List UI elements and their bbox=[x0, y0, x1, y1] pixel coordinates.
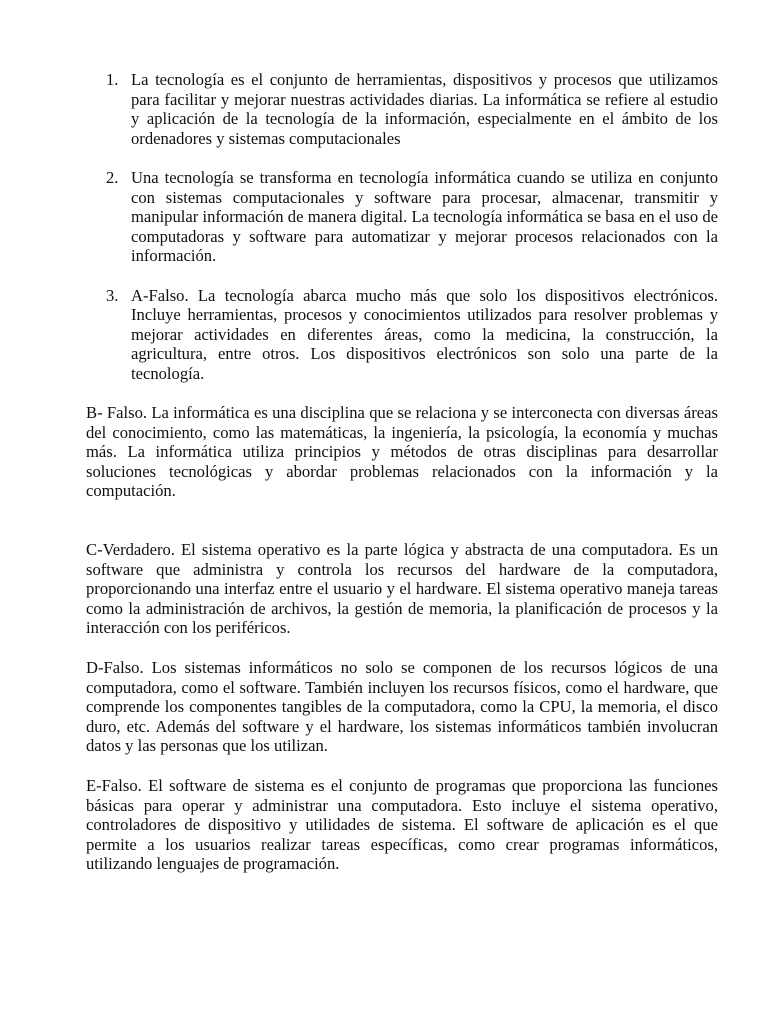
answer-paragraph-c: C-Verdadero. El sistema operativo es la parte lógica y abstracta de una computadora. Es un software que administra y controla los recursos del hardware de la computadora, proporcionando una interfaz entre el usuario y el hardware. El sistema operativo maneja tareas como la administración de archivos, la gestión de memoria, la planificación de procesos y la interacción con los periféricos. bbox=[86, 540, 718, 638]
answer-paragraph-b: B- Falso. La informática es una disciplina que se relaciona y se interconecta con diversas áreas del conocimiento, como las matemáticas, la ingeniería, la psicología, la economía y muchas más. La informática utiliza principios y métodos de otras disciplinas para desarrollar soluciones tecnológicas y abordar problemas relacionados con la información y la computación. bbox=[86, 403, 718, 501]
list-item-1 bbox=[98, 70, 718, 148]
list-item-text: Una tecnología se transforma en tecnología informática cuando se utiliza en conjunto con sistemas computacionales y software para procesar, almacenar, transmitir y manipular información de manera digital. La tecnología informática se basa en el uso de computadoras y software para automatizar y mejorar procesos relacionados con la información. bbox=[131, 167, 718, 266]
list-item-3 bbox=[98, 286, 718, 384]
answer-paragraph-e: E-Falso. El software de sistema es el conjunto de programas que proporciona las funciones básicas para operar y administrar una computadora. Esto incluye el sistema operativo, controladores de dispositivo y utilidades de sistema. El software de aplicación es el que permite a los usuarios realizar tareas específicas, como crear programas informáticos, utilizando lenguajes de programación. bbox=[86, 776, 718, 874]
list-number: 2. bbox=[106, 167, 119, 187]
answer-paragraph-d: D-Falso. Los sistemas informáticos no solo se componen de los recursos lógicos de una computadora, como el software. También incluyen los recursos físicos, como el hardware, que comprende los componentes tangibles de la computadora, como la CPU, la memoria, el disco duro, etc. Además del software y el hardware, los sistemas informáticos también involucran datos y las personas que los utilizan. bbox=[86, 658, 718, 756]
list-item-2 bbox=[98, 168, 718, 266]
list-item-text: La tecnología es el conjunto de herramientas, dispositivos y procesos que utilizamos para facilitar y mejorar nuestras actividades diarias. La informática se refiere al estudio y aplicación de la tecnología de la información, especialmente en el ámbito de los ordenadores y sistemas computacionales bbox=[131, 70, 718, 148]
list-number: 1. bbox=[106, 70, 119, 89]
list-number: 3. bbox=[106, 285, 119, 305]
numbered-answer-list bbox=[98, 70, 718, 403]
list-item-text: A-Falso. La tecnología abarca mucho más que solo los dispositivos electrónicos. Incluye herramientas, procesos y conocimientos utilizados para resolver problemas y mejorar actividades en diferentes áreas, como la medicina, la construcción, la agricultura, entre otros. Los dispositivos electrónicos son solo una parte de la tecnología. bbox=[131, 285, 718, 383]
